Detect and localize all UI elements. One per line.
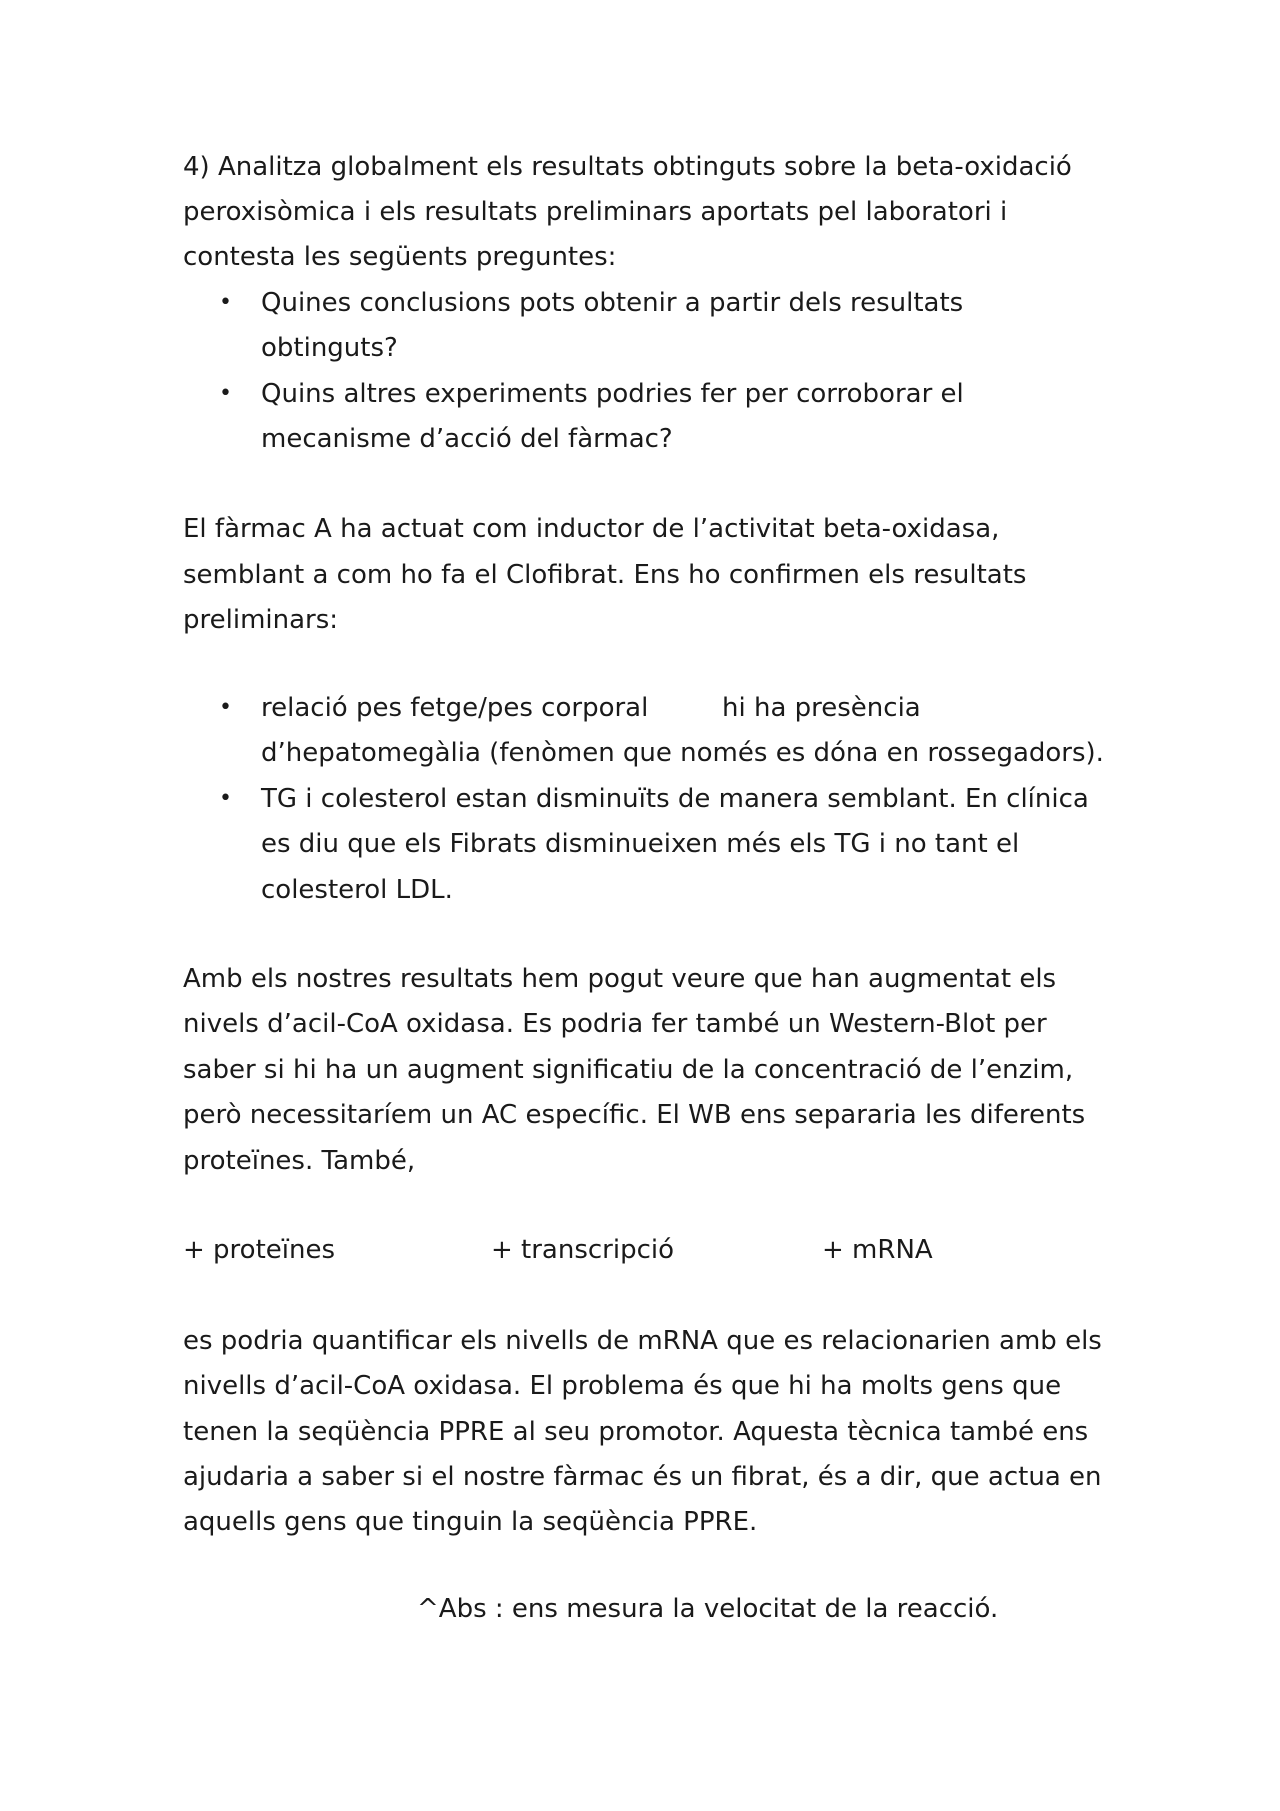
paragraph-line: aquells gens que tinguin la seqüència PPRE. [183,1507,758,1537]
note-text: ^Abs : ens mesura la velocitat de la reacció. [417,1594,999,1624]
sequence-item: + mRNA [822,1235,933,1265]
answer-line: semblant a com ho fa el Clofibrat. Ens ho confirmen els resultats [183,560,1027,590]
sequence-item: + transcripció [491,1235,675,1265]
answer-line: preliminars: [183,605,339,635]
paragraph-line: proteïnes. També, [183,1146,416,1176]
paragraph-line: ajudaria a saber si el nostre fàrmac és un fibrat, és a dir, que actua en [183,1462,1102,1492]
finding-text: hi ha presència [722,693,921,723]
question-bullet-line: Quines conclusions pots obtenir a partir dels resultats [261,288,964,318]
question-line: 4) Analitza globalment els resultats obtinguts sobre la beta-oxidació [183,152,1072,182]
finding-text: colesterol LDL. [261,875,453,905]
paragraph-line: nivells d’acil-CoA oxidasa. El problema és que hi ha molts gens que [183,1371,1062,1401]
paragraph-line: nivels d’acil-CoA oxidasa. Es podria fer també un Western-Blot per [183,1009,1047,1039]
paragraph-line: però necessitaríem un AC específic. El WB ens separaria les diferents [183,1100,1086,1130]
paragraph-line: es podria quantificar els nivells de mRNA que es relacionarien amb els [183,1326,1102,1356]
finding-text: TG i colesterol estan disminuïts de manera semblant. En clínica [261,784,1089,814]
bullet-icon: • [219,695,232,720]
question-line: peroxisòmica i els resultats preliminars aportats pel laboratori i [183,197,1008,227]
paragraph-line: Amb els nostres resultats hem pogut veure que han augmentat els [183,964,1057,994]
bullet-icon: • [219,786,232,811]
finding-text: d’hepatomegàlia (fenòmen que només es dóna en rossegadors). [261,738,1104,768]
bullet-icon: • [219,381,232,406]
question-bullet-line: Quins altres experiments podries fer per corroborar el [261,379,964,409]
question-bullet-line: obtinguts? [261,333,398,363]
question-bullet-line: mecanisme d’acció del fàrmac? [261,424,673,454]
bullet-icon: • [219,290,232,315]
sequence-item: + proteïnes [183,1235,336,1265]
finding-text: es diu que els Fibrats disminueixen més els TG i no tant el [261,829,1020,859]
finding-text: relació pes fetge/pes corporal [261,693,649,723]
question-line: contesta les següents preguntes: [183,242,617,272]
paragraph-line: saber si hi ha un augment significatiu de la concentració de l’enzim, [183,1055,1074,1085]
answer-line: El fàrmac A ha actuat com inductor de l’activitat beta-oxidasa, [183,514,1000,544]
paragraph-line: tenen la seqüència PPRE al seu promotor. Aquesta tècnica també ens [183,1417,1089,1447]
